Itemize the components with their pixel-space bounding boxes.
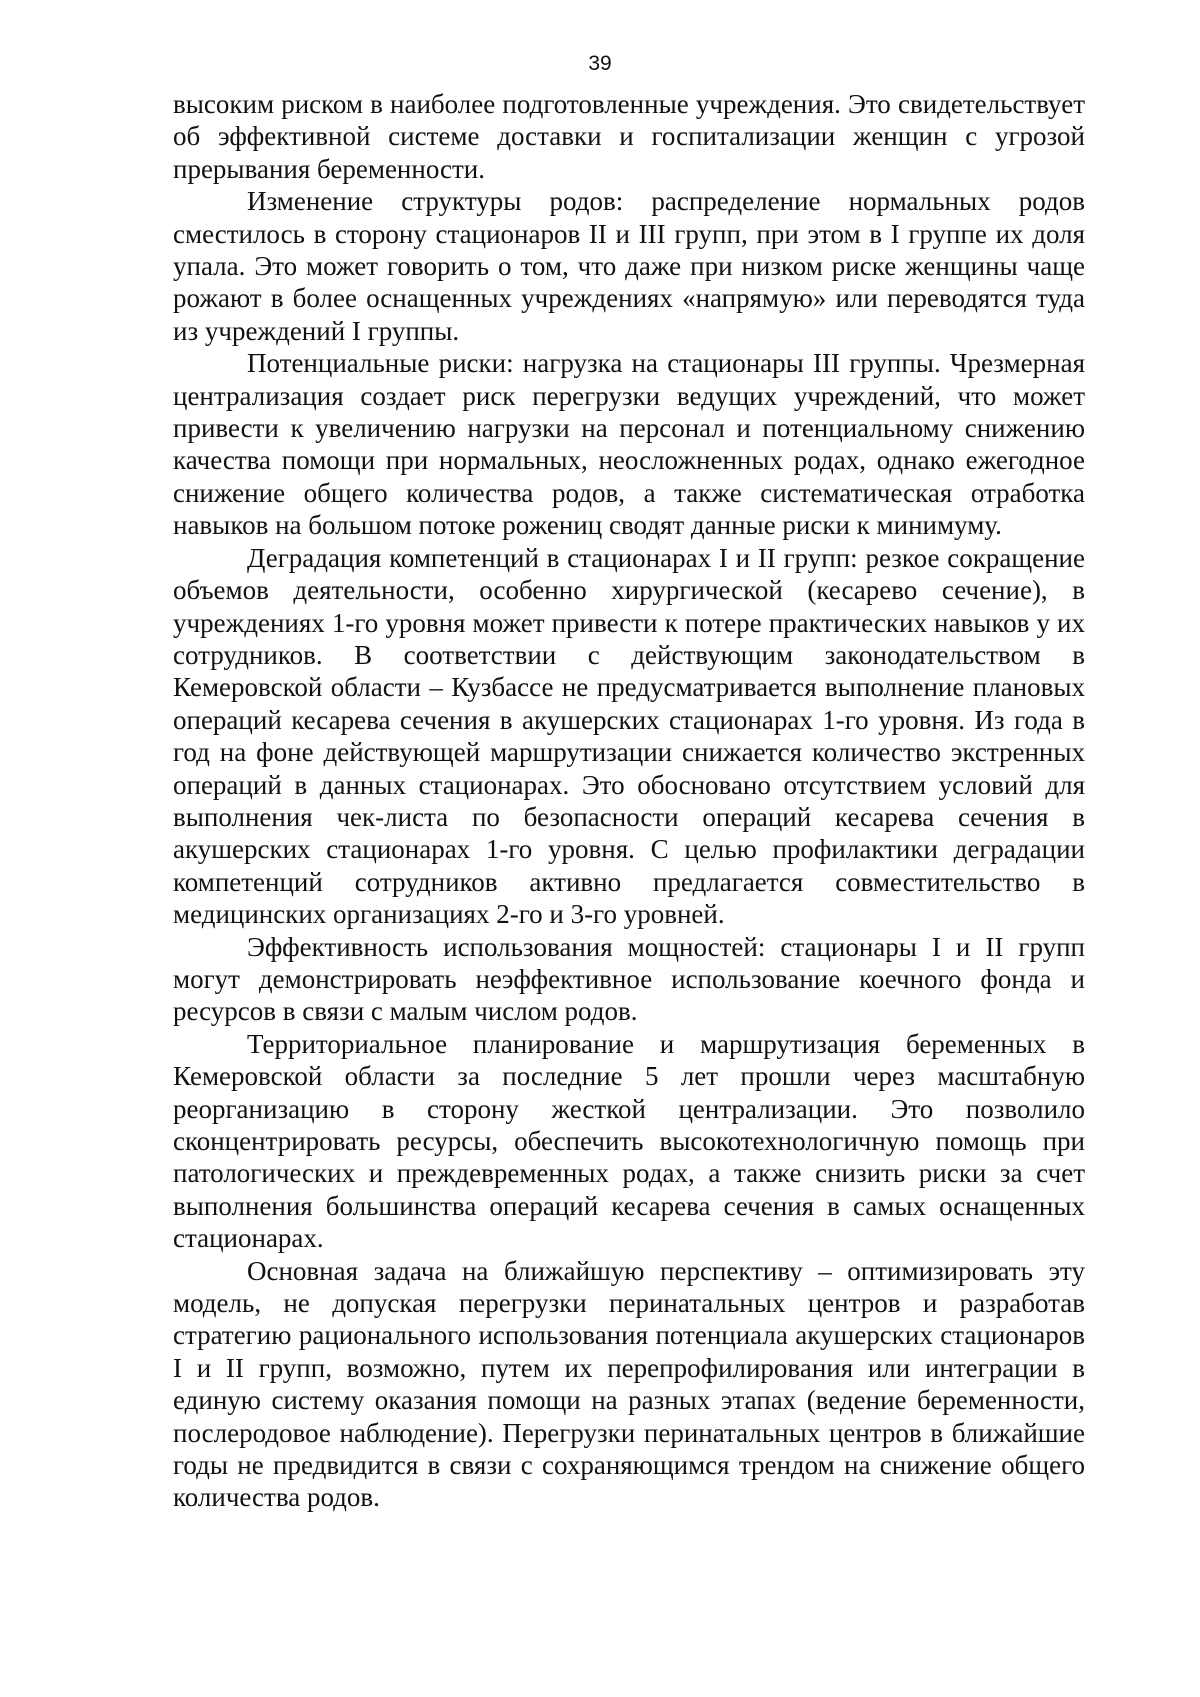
paragraph-territorial-planning: Территориальное планирование и маршрутизация беременных в Кемеровской области за последние 5 лет прошли через масштабную реорганизацию в сторону жесткой централизации. Это позволило сконцентрировать ресурсы, обеспечить высокотехнологичную помощь при патологических и преждевременных родах, а также снизить риски за счет выполнения большинства операций кесарева сечения в самых оснащенных стационарах.	[173, 1028, 1085, 1254]
paragraph-main-task: Основная задача на ближайшую перспективу – оптимизировать эту модель, не допуская перегрузки перинатальных центров и разработав стратегию рационального использования потенциала акушерских стационаров I и II групп, возможно, путем их перепрофилирования или интеграции в единую систему оказания помощи на разных этапах (ведение беременности, послеродовое наблюдение). Перегрузки перинатальных центров в ближайшие годы не предвидится в связи с сохраняющимся трендом на снижение общего количества родов.	[173, 1255, 1085, 1513]
page-number: 39	[588, 52, 612, 75]
paragraph-potential-risks: Потенциальные риски: нагрузка на стационары III группы. Чрезмерная централизация создает риск перегрузки ведущих учреждений, что может привести к увеличению нагрузки на персонал и потенциальному снижению качества помощи при нормальных, неосложненных родах, однако ежегодное снижение общего количества родов, а также систематическая отработка навыков на большом потоке рожениц сводят данные риски к минимуму.	[173, 348, 1085, 541]
paragraph-competence-degradation: Деградация компетенций в стационарах I и II групп: резкое сокращение объемов деятельности, особенно хирургической (кесарево сечение), в учреждениях 1-го уровня может привести к потере практических навыков у их сотрудников. В соответствии с действующим законодательством в Кемеровской области – Кузбассе не предусматривается выполнение плановых операций кесарева сечения в акушерских стационарах 1-го уровня. Из года в год на фоне действующей маршрутизации снижается количество экстренных операций в данных стационарах. Это обосновано отсутствием условий для выполнения чек-листа по безопасности операций кесарева сечения в акушерских стационарах 1-го уровня. С целью профилактики деградации компетенций сотрудников активно предлагается совместительство в медицинских организациях 2-го и 3-го уровней.	[173, 542, 1085, 930]
paragraph-capacity-efficiency: Эффективность использования мощностей: стационары I и II групп могут демонстрировать неэффективное использование коечного фонда и ресурсов в связи с малым числом родов.	[173, 931, 1085, 1027]
paragraph-continued: высоким риском в наиболее подготовленные учреждения. Это свидетельствует об эффективной системе доставки и госпитализации женщин с угрозой прерывания беременности.	[173, 89, 1085, 184]
document-body	[173, 88, 1085, 1514]
paragraph-birth-structure: Изменение структуры родов: распределение нормальных родов сместилось в сторону стационаров II и III групп, при этом в I группе их доля упала. Это может говорить о том, что даже при низком риске женщины чаще рожают в более оснащенных учреждениях «напрямую» или переводятся туда из учреждений I группы.	[173, 186, 1085, 346]
